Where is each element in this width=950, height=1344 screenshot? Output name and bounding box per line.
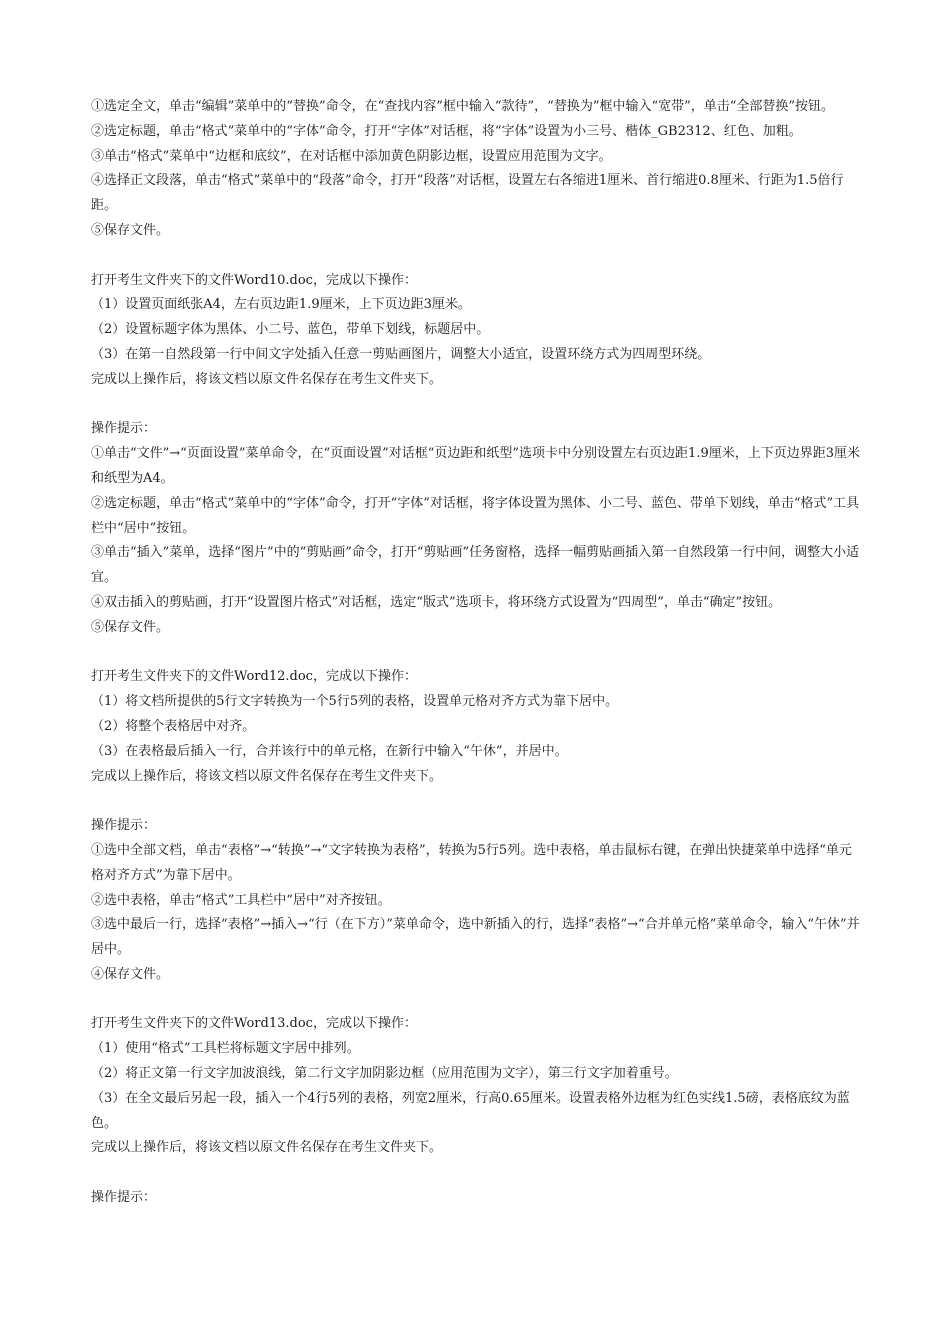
paragraph: （2）将整个表格居中对齐。 [91,718,256,734]
paragraph: 操作提示： [91,818,157,834]
paragraph: （1）将文档所提供的5行文字转换为一个5行5列的表格，设置单元格对齐方式为靠下居中。 [91,694,619,710]
paragraph: ②选中表格，单击“格式”工具栏中“居中”对齐按钮。 [91,892,391,908]
paragraph: 打开考生文件夹下的文件Word10.doc，完成以下操作： [91,272,417,288]
paragraph: （2）将正文第一行文字加波浪线，第二行文字加阴影边框（应用范围为文字），第三行文字加着重号。 [91,1066,678,1082]
paragraph: （1）设置页面纸张A4，左右页边距1.9厘米，上下页边距3厘米。 [91,297,471,313]
paragraph: ④双击插入的剪贴画，打开“设置图片格式”对话框，选定“版式”选项卡，将环绕方式设置为“四周型”，单击“确定”按钮。 [91,594,782,610]
paragraph: 打开考生文件夹下的文件Word13.doc，完成以下操作： [91,1016,417,1032]
paragraph: ⑤保存文件。 [91,619,170,635]
paragraph: （1）使用“格式”工具栏将标题文字居中排列。 [91,1041,360,1057]
paragraph-gap [91,244,861,269]
paragraph: （3）在表格最后插入一行，合并该行中的单元格，在新行中输入“午休”，并居中。 [91,743,568,759]
paragraph: ②选定标题，单击“格式”菜单中的“字体”命令，打开“字体”对话框，将“字体”设置为小三号、楷体_GB2312、红色、加粗。 [91,123,802,139]
paragraph-gap [91,641,861,666]
paragraph: ①选中全部文档，单击“表格”→“转换”→“文字转换为表格”，转换为5行5列。选中表格，单击鼠标右键，在弹出快捷菜单中选择“单元格对齐方式”为靠下居中。 [91,842,852,883]
paragraph-gap [91,789,861,814]
paragraph: ①选定全文，单击“编辑”菜单中的“替换”命令，在“查找内容”框中输入“款待”，“替换为”框中输入“宽带”，单击“全部替换”按钮。 [91,99,835,114]
paragraph-gap [91,393,861,418]
paragraph: ④选择正文段落，单击“格式”菜单中的“段落”命令，打开“段落”对话框，设置左右各缩进1厘米、首行缩进0.8厘米、行距为1.5倍行距。 [91,173,844,214]
paragraph: ①单击“文件”→“页面设置”菜单命令，在“页面设置”对话框“页边距和纸型”选项卡中分别设置左右页边距1.9厘米，上下页边界距3厘米和纸型为A4。 [91,446,861,486]
document-body [91,95,861,1211]
paragraph: （2）设置标题字体为黑体、小二号、蓝色，带单下划线，标题居中。 [91,322,490,338]
paragraph-gap [91,1161,861,1186]
paragraph: ④保存文件。 [91,966,170,982]
paragraph: ②选定标题，单击“格式”菜单中的“字体”命令，打开“字体”对话框，将字体设置为黑体、小二号、蓝色、带单下划线，单击“格式”工具栏中“居中”按钮。 [91,495,860,536]
paragraph: 打开考生文件夹下的文件Word12.doc，完成以下操作： [91,669,417,685]
paragraph: ③单击“格式”菜单中“边框和底纹”，在对话框中添加黄色阴影边框，设置应用范围为文字。 [91,148,612,164]
paragraph: （3）在全文最后另起一段，插入一个4行5列的表格，列宽2厘米，行高0.65厘米。设置表格外边框为红色实线1.5磅，表格底纹为蓝色。 [91,1090,850,1131]
paragraph-gap [91,988,861,1013]
paragraph: 完成以上操作后，将该文档以原文件名保存在考生文件夹下。 [91,768,443,784]
paragraph: 操作提示： [91,1190,157,1206]
paragraph: 完成以上操作后，将该文档以原文件名保存在考生文件夹下。 [91,1140,443,1156]
paragraph: ③单击“插入”菜单，选择“图片”中的“剪贴画”命令，打开“剪贴画”任务窗格，选择一幅剪贴画插入第一自然段第一行中间，调整大小适宜。 [91,545,860,586]
paragraph: 完成以上操作后，将该文档以原文件名保存在考生文件夹下。 [91,371,443,387]
paragraph: ③选中最后一行，选择“表格”→插入→“行（在下方）”菜单命令，选中新插入的行，选择“表格”→“合并单元格”菜单命令，输入“午休”并居中。 [91,917,860,958]
paragraph: （3）在第一自然段第一行中间文字处插入任意一剪贴画图片，调整大小适宜，设置环绕方式为四周型环绕。 [91,346,711,362]
paragraph: 操作提示： [91,421,157,437]
paragraph: ⑤保存文件。 [91,222,170,238]
